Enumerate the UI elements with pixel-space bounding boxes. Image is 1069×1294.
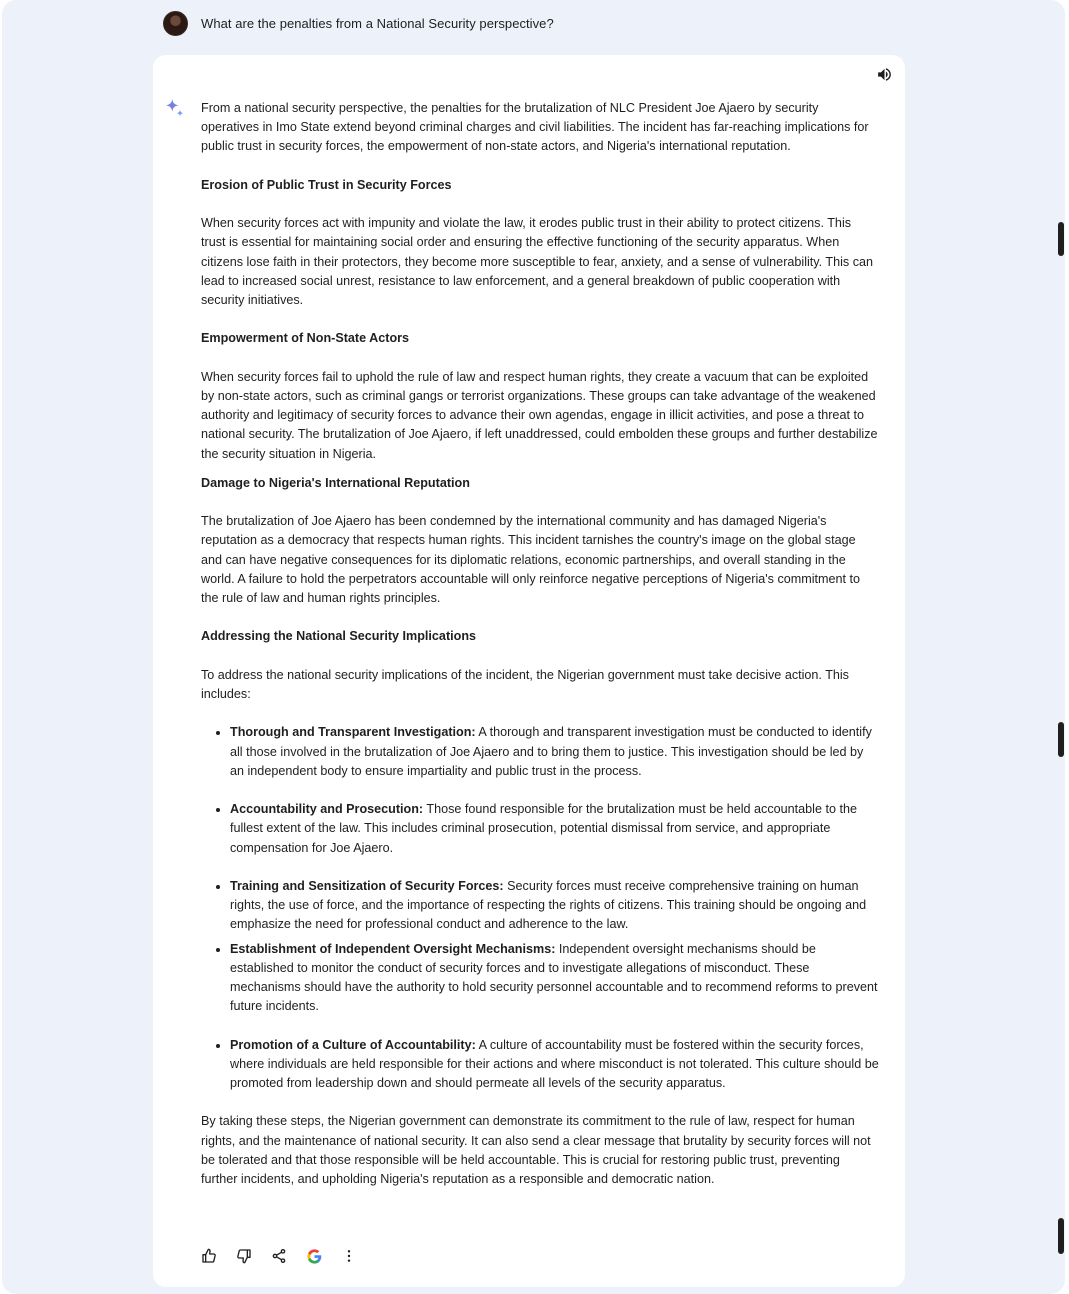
list-item — [230, 1036, 879, 1094]
scrollbar-thumb[interactable] — [1058, 1218, 1064, 1254]
response-content — [201, 99, 879, 1189]
section-heading: Empowerment of Non-State Actors — [201, 331, 410, 346]
list-item-text: A culture of accountability must be fostered within the security forces, where individuals are held responsible for their actions and where misconduct is not tolerated. This culture should be promoted from leadership down and should permeate all levels of the security apparatus. — [230, 1037, 879, 1090]
section-heading: Addressing the National Security Implications — [201, 629, 477, 644]
scrollbar-thumb[interactable] — [1058, 222, 1064, 256]
section-body: When security forces fail to uphold the rule of law and respect human rights, they create a vacuum that can be exploited by non-state actors, such as criminal gangs or terrorist organizations. These groups can take advantage of the weakened authority and legitimacy of security forces to advance their own agendas, engage in illicit activities, and pose a threat to national security. The brutalization of Joe Ajaero, if left unaddressed, could embolden these groups and further destabilize the security situation in Nigeria. — [201, 369, 878, 461]
list-item-title: Training and Sensitization of Security Forces: — [230, 878, 504, 893]
section-heading: Damage to Nigeria's International Reputation — [201, 475, 470, 490]
list-item-text: A thorough and transparent investigation must be conducted to identify all those involved in the brutalization of Joe Ajaero and to bring them to justice. This investigation should be led by an independent body to ensure impartiality and public trust in the process. — [230, 725, 872, 778]
intro-paragraph: From a national security perspective, the penalties for the brutalization of NLC President Joe Ajaero by security operatives in Imo State extend beyond criminal charges and civil liabilities. The incident has far-reaching implications for public trust in security forces, the empowerment of non-state actors, and Nigeria's international reputation. — [201, 101, 869, 154]
response-actions — [198, 1245, 373, 1267]
conclusion-paragraph: By taking these steps, the Nigerian government can demonstrate its commitment to the rule of law, respect for human rights, and the maintenance of national security. It can also send a clear message that brutality by security forces will not be tolerated and that those responsible will be held accountable. This is crucial for restoring public trust, preventing further incidents, and upholding Nigeria's reputation as a responsible and democratic nation. — [201, 1114, 871, 1186]
list-item-text: Security forces must receive comprehensive training on human rights, the use of force, and the importance of respecting the rights of citizens. This training should be ongoing and emphasize the need for professional conduct and adherence to the law. — [230, 878, 867, 932]
section-body: When security forces act with impunity and violate the law, it erodes public trust in their ability to protect citizens. This trust is essential for maintaining social order and ensuring the effective functioning of the security apparatus. When citizens lose faith in their protectors, they become more susceptible to fear, anxiety, and a sense of vulnerability. This can lead to increased social unrest, resistance to law enforcement, and a general breakdown of public cooperation with security initiatives. — [201, 216, 874, 307]
thumb-down-icon — [236, 1248, 252, 1264]
list-item — [230, 800, 879, 858]
list-item — [230, 940, 879, 1017]
list-item-title: Thorough and Transparent Investigation: — [230, 725, 476, 740]
user-question: What are the penalties from a National Security perspective? — [201, 15, 554, 31]
thumb-down-button[interactable] — [233, 1245, 255, 1267]
more-options-button[interactable] — [338, 1245, 360, 1267]
user-prompt-row — [163, 10, 554, 36]
list-item-text: Independent oversight mechanisms should be established to monitor the conduct of security forces and to investigate allegations of misconduct. These mechanisms should have the authority to hold security personnel accountable and to recommend reforms to prevent future incidents. — [230, 941, 878, 1014]
share-icon — [271, 1248, 287, 1264]
section-body: To address the national security implications of the incident, the Nigerian government must take decisive action. This includes: — [201, 667, 849, 701]
list-item — [230, 723, 879, 781]
listen-button[interactable] — [875, 65, 893, 83]
list-item-text: Those found responsible for the brutalization must be held accountable to the fullest extent of the law. This includes criminal prosecution, potential dismissal from service, and appropriate compensation for Joe Ajaero. — [230, 802, 857, 855]
list-item-title: Establishment of Independent Oversight Mechanisms: — [230, 941, 556, 956]
volume-icon — [876, 66, 893, 83]
list-item — [230, 877, 879, 935]
thumb-up-icon — [201, 1248, 217, 1264]
scrollbar-thumb[interactable] — [1058, 722, 1064, 757]
share-button[interactable] — [268, 1245, 290, 1267]
list-item-title: Promotion of a Culture of Accountability: — [230, 1037, 476, 1052]
list-item-title: Accountability and Prosecution: — [230, 802, 424, 817]
google-icon — [306, 1248, 323, 1265]
action-list — [201, 723, 879, 1093]
more-vert-icon — [341, 1248, 357, 1264]
gemini-spark-icon — [164, 98, 186, 120]
section-heading: Erosion of Public Trust in Security Forces — [201, 177, 452, 192]
google-it-button[interactable] — [303, 1245, 325, 1267]
thumb-up-button[interactable] — [198, 1245, 220, 1267]
avatar[interactable] — [163, 11, 188, 36]
section-body: The brutalization of Joe Ajaero has been condemned by the international community and has damaged Nigeria's reputation as a democracy that respects human rights. This incident tarnishes the country's image on the global stage and can have negative consequences for its diplomatic relations, economic partnerships, and overall standing in the world. A failure to hold the perpetrators accountable will only reinforce negative perceptions of Nigeria's commitment to the rule of law and human rights principles. — [201, 514, 861, 605]
